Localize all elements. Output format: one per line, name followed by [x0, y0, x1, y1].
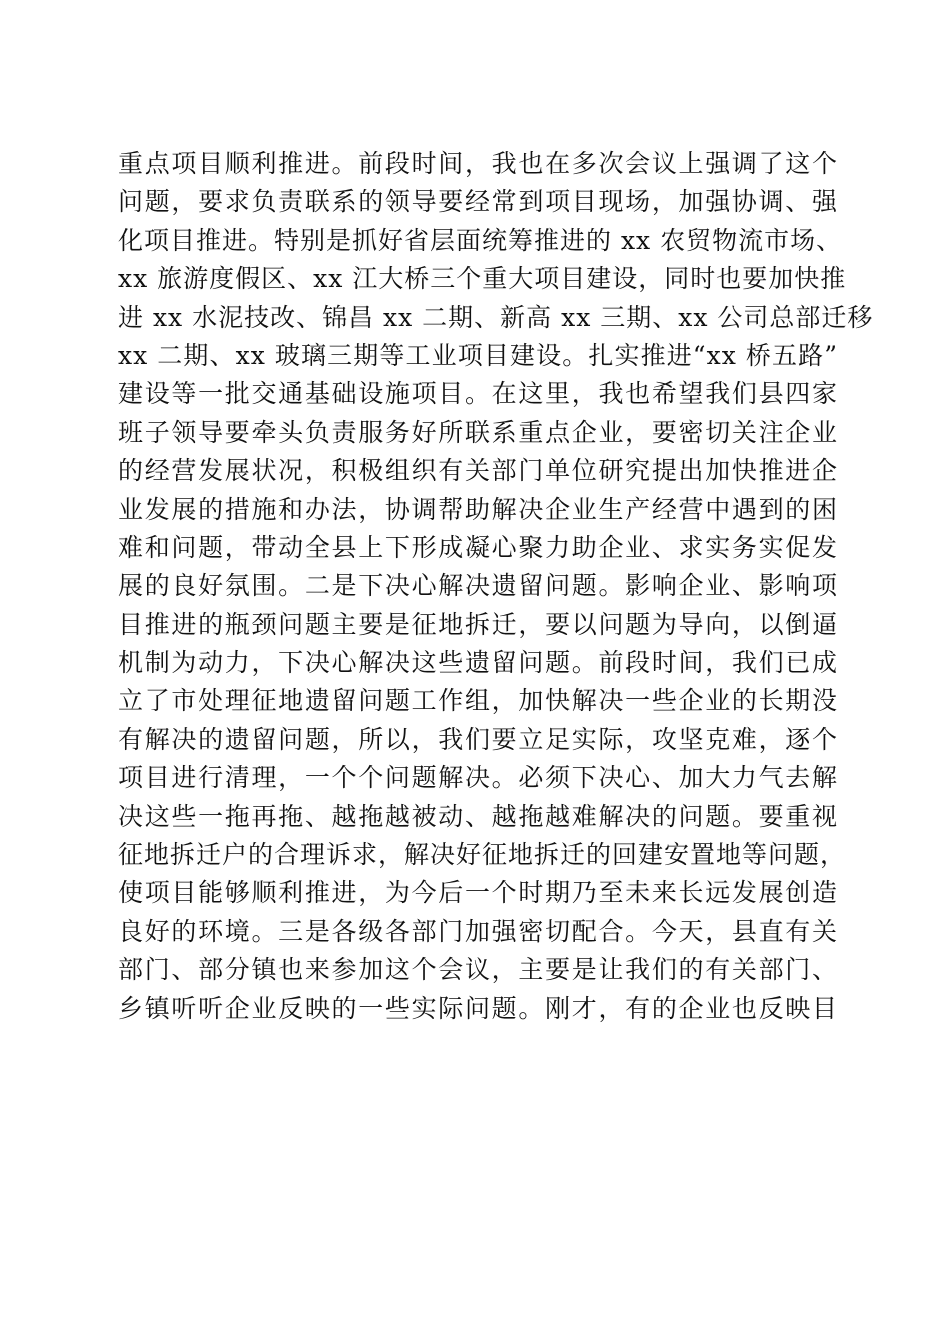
text-line: 立了市处理征地遗留问题工作组，加快解决一些企业的长期没 — [118, 686, 838, 716]
text-line: xx 二期、xx 玻璃三期等工业项目建设。扎实推进“xx 桥五路” — [118, 340, 838, 370]
text-line: 的经营发展状况，积极组织有关部门单位研究提出加快推进企 — [118, 456, 838, 486]
text-line: 展的良好氛围。二是下决心解决遗留问题。影响企业、影响项 — [118, 571, 838, 601]
text-line: xx 旅游度假区、xx 江大桥三个重大项目建设，同时也要加快推 — [118, 264, 847, 294]
text-line: 班子领导要牵头负责服务好所联系重点企业，要密切关注企业 — [118, 417, 838, 447]
text-line: 化项目推进。特别是抓好省层面统筹推进的 xx 农贸物流市场、 — [118, 225, 843, 255]
text-line: 有解决的遗留问题，所以，我们要立足实际，攻坚克难，逐个 — [118, 724, 838, 754]
text-line: 业发展的措施和办法，协调帮助解决企业生产经营中遇到的困 — [118, 494, 838, 524]
text-line: 项目进行清理，一个个问题解决。必须下决心、加大力气去解 — [118, 763, 838, 793]
text-line: 进 xx 水泥技改、锦昌 xx 二期、新高 xx 三期、xx 公司总部迁移 — [118, 302, 874, 332]
text-line: 重点项目顺利推进。前段时间，我也在多次会议上强调了这个 — [118, 149, 838, 178]
text-line: 决这些一拖再拖、越拖越被动、越拖越难解决的问题。要重视 — [118, 801, 838, 831]
text-line: 难和问题，带动全县上下形成凝心聚力助企业、求实务实促发 — [118, 532, 838, 562]
text-line: 使项目能够顺利推进，为今后一个时期乃至未来长远发展创造 — [118, 878, 838, 908]
text-line: 目推进的瓶颈问题主要是征地拆迁，要以问题为导向，以倒逼 — [118, 609, 838, 639]
text-line: 良好的环境。三是各级各部门加强密切配合。今天，县直有关 — [118, 916, 838, 946]
text-line: 机制为动力，下决心解决这些遗留问题。前段时间，我们已成 — [118, 648, 838, 678]
text-line: 征地拆迁户的合理诉求，解决好征地拆迁的回建安置地等问题， — [118, 840, 847, 870]
text-line: 问题，要求负责联系的领导要经常到项目现场，加强协调、强 — [118, 187, 838, 217]
body-paragraph — [118, 145, 874, 1028]
text-line: 乡镇听听企业反映的一些实际问题。刚才，有的企业也反映目 — [118, 993, 838, 1023]
text-line: 建设等一批交通基础设施项目。在这里，我也希望我们县四家 — [118, 379, 838, 409]
text-line: 部门、部分镇也来参加这个会议，主要是让我们的有关部门、 — [118, 955, 838, 985]
